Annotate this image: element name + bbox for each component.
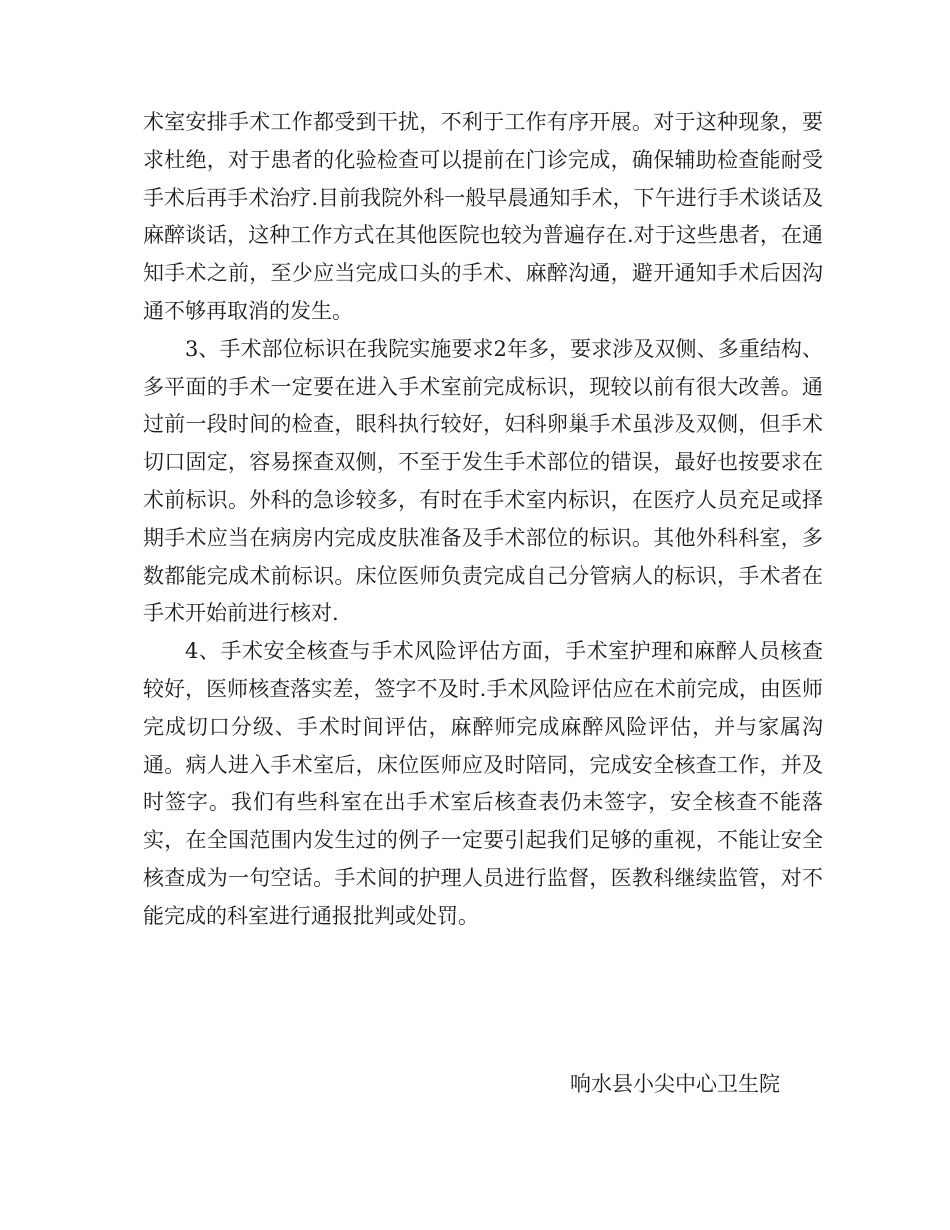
- signature-organization: 响水县小尖中心卫生院: [570, 1072, 780, 1096]
- document-body: [143, 104, 823, 936]
- paragraph-item-4: 4、手术安全核查与手术风险评估方面，手术室护理和麻醉人员核查较好，医师核查落实差，签字不及时.手术风险评估应在术前完成，由医师完成切口分级、手术时间评估，麻醉师完成麻醉风险评估，并与家属沟通。病人进入手术室后，床位医师应及时陪同，完成安全核查工作，并及时签字。我们有些科室在出手术室后核查表仍未签字，安全核查不能落实，在全国范围内发生过的例子一定要引起我们足够的重视，不能让安全核查成为一句空话。手术间的护理人员进行监督，医教科继续监管，对不能完成的科室进行通报批判或处罚。: [143, 639, 823, 928]
- paragraph-item-3: 3、手术部位标识在我院实施要求2年多，要求涉及双侧、多重结构、多平面的手术一定要在进入手术室前完成标识，现较以前有很大改善。通过前一段时间的检查，眼科执行较好，妇科卵巢手术虽涉及双侧，但手术切口固定，容易探查双侧，不至于发生手术部位的错误，最好也按要求在术前标识。外科的急诊较多，有时在手术室内标识，在医疗人员充足或择期手术应当在病房内完成皮肤准备及手术部位的标识。其他外科科室，多数都能完成术前标识。床位医师负责完成自己分管病人的标识，手术者在手术开始前进行核对.: [143, 336, 823, 626]
- paragraph-continuation: 术室安排手术工作都受到干扰，不利于工作有序开展。对于这种现象，要求杜绝，对于患者的化验检查可以提前在门诊完成，确保辅助检查能耐受手术后再手术治疗.目前我院外科一般早晨通知手术，下午进行手术谈话及麻醉谈话，这种工作方式在其他医院也较为普遍存在.对于这些患者，在通知手术之前，至少应当完成口头的手术、麻醉沟通，避开通知手术后因沟通不够再取消的发生。: [143, 110, 823, 323]
